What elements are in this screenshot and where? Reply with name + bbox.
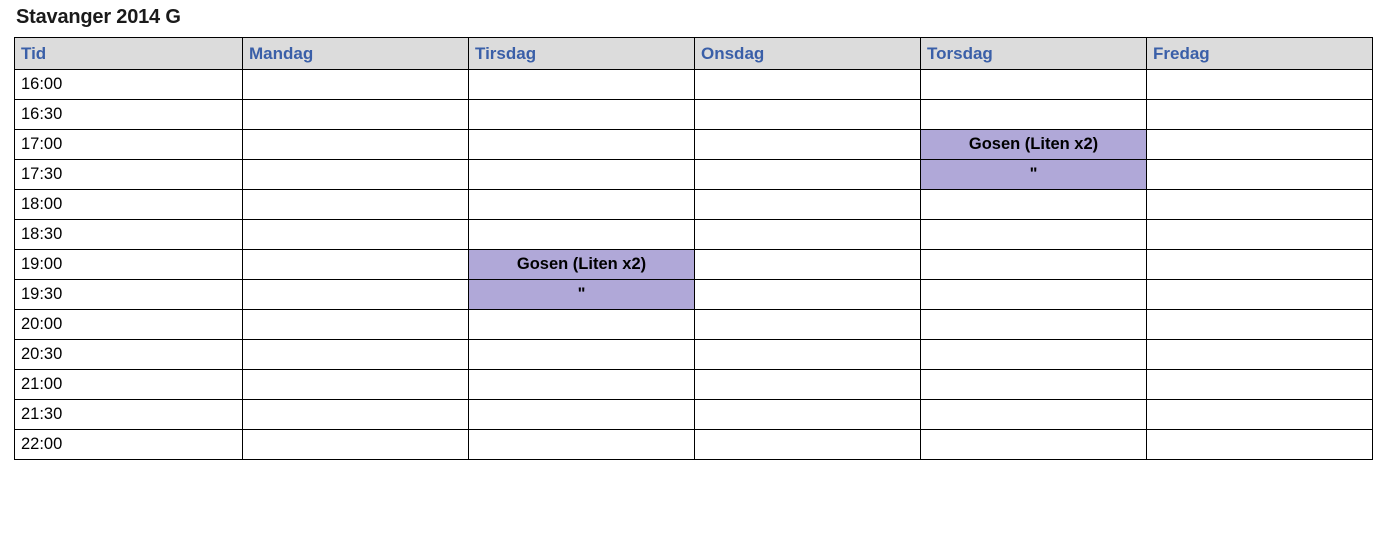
header-row bbox=[15, 38, 1373, 70]
slot-cell[interactable] bbox=[243, 160, 469, 190]
slot-cell[interactable] bbox=[1147, 430, 1373, 460]
slot-cell[interactable] bbox=[469, 100, 695, 130]
slot-cell[interactable] bbox=[1147, 250, 1373, 280]
slot-cell[interactable] bbox=[921, 100, 1147, 130]
slot-cell[interactable] bbox=[243, 280, 469, 310]
column-header-tid: Tid bbox=[15, 38, 243, 70]
slot-cell[interactable] bbox=[1147, 370, 1373, 400]
slot-cell[interactable] bbox=[695, 160, 921, 190]
slot-cell[interactable] bbox=[243, 340, 469, 370]
slot-cell[interactable] bbox=[243, 400, 469, 430]
event-block-tirsdag-1930[interactable]: " bbox=[469, 280, 695, 310]
slot-cell[interactable] bbox=[695, 340, 921, 370]
slot-cell[interactable] bbox=[695, 70, 921, 100]
slot-cell[interactable] bbox=[469, 70, 695, 100]
page-title: Stavanger 2014 G bbox=[16, 6, 181, 28]
slot-cell[interactable] bbox=[243, 430, 469, 460]
slot-cell[interactable] bbox=[469, 430, 695, 460]
slot-cell[interactable] bbox=[1147, 400, 1373, 430]
slot-cell[interactable] bbox=[695, 310, 921, 340]
table-header bbox=[15, 38, 1373, 70]
slot-cell[interactable] bbox=[1147, 190, 1373, 220]
table-row bbox=[15, 370, 1373, 400]
slot-cell[interactable] bbox=[243, 190, 469, 220]
slot-cell[interactable] bbox=[695, 370, 921, 400]
column-header-torsdag: Torsdag bbox=[921, 38, 1147, 70]
slot-cell[interactable] bbox=[469, 400, 695, 430]
slot-cell[interactable] bbox=[695, 430, 921, 460]
table-row bbox=[15, 160, 1373, 190]
slot-cell[interactable] bbox=[469, 220, 695, 250]
slot-cell[interactable] bbox=[695, 100, 921, 130]
column-header-mandag: Mandag bbox=[243, 38, 469, 70]
slot-cell[interactable] bbox=[1147, 220, 1373, 250]
table-row bbox=[15, 130, 1373, 160]
table-row bbox=[15, 310, 1373, 340]
table-row bbox=[15, 100, 1373, 130]
slot-cell[interactable] bbox=[243, 250, 469, 280]
slot-cell[interactable] bbox=[921, 220, 1147, 250]
time-label: 18:00 bbox=[15, 190, 243, 220]
slot-cell[interactable] bbox=[469, 130, 695, 160]
slot-cell[interactable] bbox=[695, 280, 921, 310]
table-row bbox=[15, 220, 1373, 250]
slot-cell[interactable] bbox=[243, 130, 469, 160]
slot-cell[interactable] bbox=[469, 190, 695, 220]
time-label: 19:30 bbox=[15, 280, 243, 310]
schedule-table bbox=[14, 37, 1373, 460]
slot-cell[interactable] bbox=[243, 100, 469, 130]
slot-cell[interactable] bbox=[1147, 70, 1373, 100]
slot-cell[interactable] bbox=[1147, 280, 1373, 310]
time-label: 17:00 bbox=[15, 130, 243, 160]
slot-cell[interactable] bbox=[469, 340, 695, 370]
slot-cell[interactable] bbox=[921, 250, 1147, 280]
time-label: 19:00 bbox=[15, 250, 243, 280]
table-row bbox=[15, 190, 1373, 220]
slot-cell[interactable] bbox=[469, 370, 695, 400]
slot-cell[interactable] bbox=[695, 190, 921, 220]
time-label: 21:30 bbox=[15, 400, 243, 430]
slot-cell[interactable] bbox=[921, 310, 1147, 340]
slot-cell[interactable] bbox=[921, 190, 1147, 220]
slot-cell[interactable] bbox=[695, 220, 921, 250]
time-label: 17:30 bbox=[15, 160, 243, 190]
slot-cell[interactable] bbox=[921, 400, 1147, 430]
time-label: 18:30 bbox=[15, 220, 243, 250]
time-label: 21:00 bbox=[15, 370, 243, 400]
slot-cell[interactable] bbox=[1147, 130, 1373, 160]
time-label: 16:30 bbox=[15, 100, 243, 130]
slot-cell[interactable] bbox=[1147, 100, 1373, 130]
slot-cell[interactable] bbox=[695, 400, 921, 430]
table-row bbox=[15, 400, 1373, 430]
slot-cell[interactable] bbox=[243, 70, 469, 100]
time-label: 20:30 bbox=[15, 340, 243, 370]
event-block-tirsdag-1900[interactable]: Gosen (Liten x2) bbox=[469, 250, 695, 280]
event-block-torsdag-1730[interactable]: " bbox=[921, 160, 1147, 190]
slot-cell[interactable] bbox=[921, 280, 1147, 310]
slot-cell[interactable] bbox=[921, 430, 1147, 460]
slot-cell[interactable] bbox=[695, 250, 921, 280]
table-row bbox=[15, 280, 1373, 310]
slot-cell[interactable] bbox=[243, 310, 469, 340]
slot-cell[interactable] bbox=[1147, 160, 1373, 190]
slot-cell[interactable] bbox=[469, 310, 695, 340]
column-header-onsdag: Onsdag bbox=[695, 38, 921, 70]
table-row bbox=[15, 70, 1373, 100]
slot-cell[interactable] bbox=[1147, 340, 1373, 370]
time-label: 20:00 bbox=[15, 310, 243, 340]
slot-cell[interactable] bbox=[243, 220, 469, 250]
column-header-fredag: Fredag bbox=[1147, 38, 1373, 70]
time-label: 16:00 bbox=[15, 70, 243, 100]
table-body bbox=[15, 70, 1373, 460]
column-header-tirsdag: Tirsdag bbox=[469, 38, 695, 70]
slot-cell[interactable] bbox=[921, 70, 1147, 100]
slot-cell[interactable] bbox=[921, 340, 1147, 370]
slot-cell[interactable] bbox=[1147, 310, 1373, 340]
event-block-torsdag-1700[interactable]: Gosen (Liten x2) bbox=[921, 130, 1147, 160]
slot-cell[interactable] bbox=[921, 370, 1147, 400]
slot-cell[interactable] bbox=[695, 130, 921, 160]
slot-cell[interactable] bbox=[243, 370, 469, 400]
table-row bbox=[15, 250, 1373, 280]
table-row bbox=[15, 430, 1373, 460]
time-label: 22:00 bbox=[15, 430, 243, 460]
table-row bbox=[15, 340, 1373, 370]
slot-cell[interactable] bbox=[469, 160, 695, 190]
